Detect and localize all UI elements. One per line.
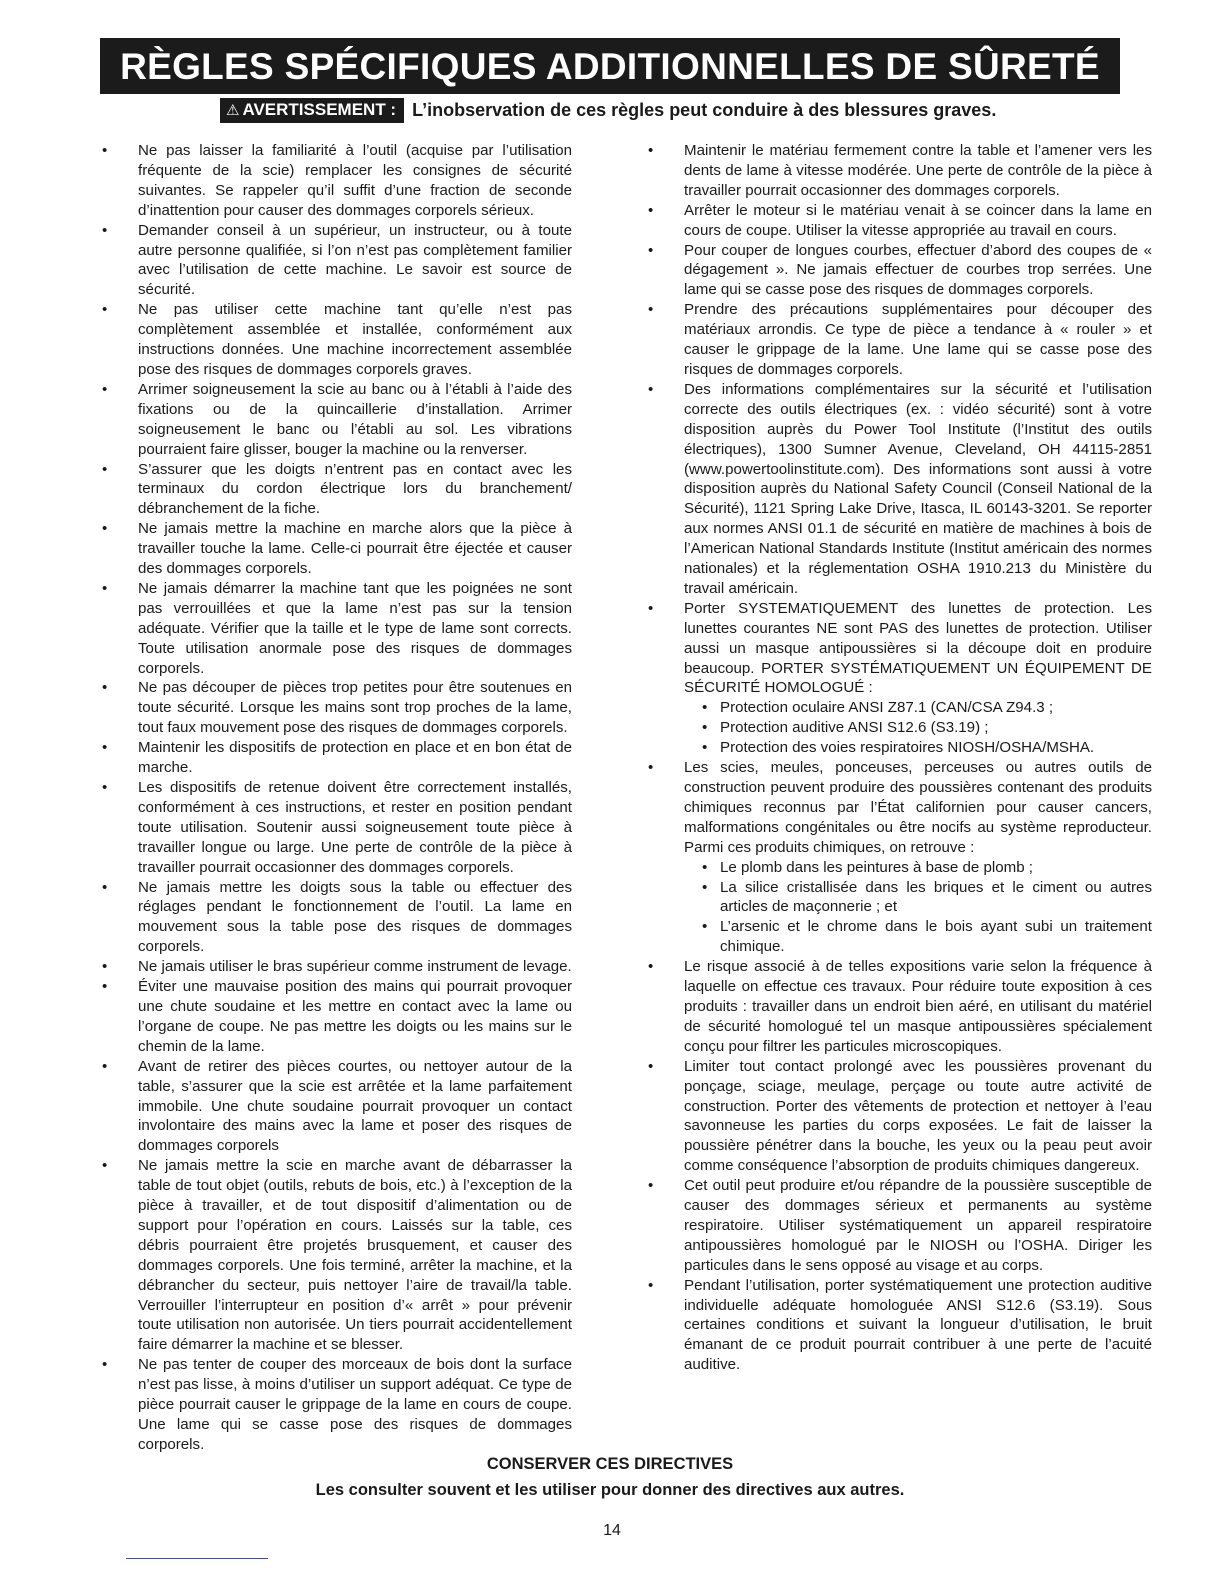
bottom-link-rule	[126, 1558, 268, 1559]
sub-list-item: • L’arsenic et le chrome dans le bois ayant subi un traitement chimique.	[684, 917, 1152, 957]
list-item: • Pour couper de longues courbes, effectuer d’abord des coupes de « dégagement ». Ne jamais effectuer de courbes trop serrées. Une lame qui se casse pose des risques de dommages corporels.	[648, 241, 1152, 301]
keep-directives-heading: CONSERVER CES DIRECTIVES	[486, 1455, 734, 1473]
warning-triangle-icon: ⚠	[226, 101, 240, 119]
page-title: RÈGLES SPÉCIFIQUES ADDITIONNELLES DE SÛRETÉ	[120, 46, 1100, 87]
warning-text: L’inobservation de ces règles peut conduire à des blessures graves.	[412, 99, 997, 120]
warning-label: AVERTISSEMENT :	[242, 99, 397, 119]
sub-list-item: • Protection des voies respiratoires NIOSH/OSHA/MSHA.	[684, 738, 1152, 758]
list-item: • Limiter tout contact prolongé avec les poussières provenant du ponçage, sciage, meulage, perçage ou toute autre activité de construction. Porter des vêtements de protection et nettoyer à l’eau savonneuse les parties du corps exposées. Le fait de laisser la poussière pénétrer dans la bouche, les yeux ou la peau peut avoir comme conséquence l’absorption de produits chimiques dangereux.	[648, 1057, 1152, 1176]
list-item: • Maintenir le matériau fermement contre la table et l’amener vers les dents de lame à vitesse modérée. Une perte de contrôle de la pièce à travailler pourrait occasionner des dommages corporels.	[648, 141, 1152, 201]
list-item: • Ne pas laisser la familiarité à l’outil (acquise par l’utilisation fréquente de la scie) remplacer les consignes de sécurité suivantes. Se rappeler qu’il suffit d’une fraction de seconde d’inattention pour causer des dommages corporels sérieux.	[102, 141, 572, 221]
sub-list-item: • Protection auditive ANSI S12.6 (S3.19) ;	[684, 718, 1152, 738]
list-item-dust	[648, 758, 1152, 957]
title-bar	[100, 38, 1120, 94]
list-item: • Ne jamais mettre les doigts sous la table ou effectuer des réglages pendant le fonctionnement de l’outil. La lame en mouvement sous la table pose des risques de dommages corporels.	[102, 878, 572, 958]
list-item: • Des informations complémentaires sur la sécurité et l’utilisation correcte des outils électriques (ex. : vidéo sécurité) sont à votre disposition auprès du Power Tool Institute (l’Institut des outils électriques), 1300 Sumner Avenue, Cleveland, OH 44115-2851 (www.powertoolinstitute.com). Des informations sont aussi à votre disposition auprès du National Safety Council (Conseil National de la Sécurité), 1121 Spring Lake Drive, Itasca, IL 60143-3201. Se reporter aux normes ANSI 01.1 de sécurité en matière de machines à bois de l’American National Standards Institute (Institut américain des normes nationales) et la réglementation OSHA 1910.213 du Ministère du travail américain.	[648, 380, 1152, 599]
right-column	[648, 141, 1152, 1375]
list-item: • Ne pas tenter de couper des morceaux de bois dont la surface n’est pas lisse, à moins d’utiliser un support adéquat. Ce type de pièce pourrait causer le grippage de la lame en cours de coupe. Une lame qui se casse pose des risques de dommages corporels.	[102, 1355, 572, 1455]
list-item: • Ne jamais démarrer la machine tant que les poignées ne sont pas verrouillées et que la lame n’est pas sur la tension adéquate. Vérifier que la taille et le type de lame sont corrects. Toute utilisation anormale pose des risques de dommages corporels.	[102, 579, 572, 679]
warning-badge	[220, 98, 404, 123]
warning-line	[220, 97, 1120, 123]
sub-list-item: • Protection oculaire ANSI Z87.1 (CAN/CSA Z94.3 ;	[684, 698, 1152, 718]
list-item-protection	[648, 599, 1152, 758]
list-item: • Maintenir les dispositifs de protection en place et en bon état de marche.	[102, 738, 572, 778]
right-rules-list	[648, 141, 1152, 1375]
list-item: • Les dispositifs de retenue doivent être correctement installés, conformément à ces instructions, et rester en position pendant toute utilisation. Soutenir aussi soigneusement toute pièce à travailler longue ou large. Une perte de contrôle de la pièce à travailler pourrait occasionner des dommages corporels.	[102, 778, 572, 878]
list-item: • Arrêter le moteur si le matériau venait à se coincer dans la lame en cours de coupe. Utiliser la vitesse appropriée au travail en cours.	[648, 201, 1152, 241]
list-item: • Ne jamais mettre la scie en marche avant de débarrasser la table de tout objet (outils, rebuts de bois, etc.) à l’exception de la pièce à travailler, et de tout dispositif d’alimentation ou de support pour l’opération en cours. Laissés sur la table, ces débris pourraient être projetés brusquement, et causer des dommages corporels. Une fois terminé, arrêter la machine, et la débrancher du secteur, puis nettoyer l’aire de travail/la table. Verrouiller l’interrupteur en position d’« arrêt » pour prévenir toute utilisation non autorisée. Un tiers pourrait accidentellement faire démarrer la machine et se blesser.	[102, 1156, 572, 1355]
list-item: • Éviter une mauvaise position des mains qui pourrait provoquer une chute soudaine et les mettre en contact avec la lame ou l’organe de coupe. Ne pas mettre les doigts ou les mains sur le chemin de la lame.	[102, 977, 572, 1057]
list-item: • Pendant l’utilisation, porter systématiquement une protection auditive individuelle adéquate homologuée ANSI S12.6 (S3.19). Sous certaines conditions et suivant la longueur d’utilisation, le bruit émanant de ce produit pourrait contribuer à une perte de l’acuité auditive.	[648, 1276, 1152, 1376]
list-item: • Ne pas découper de pièces trop petites pour être soutenues en toute sécurité. Lorsque les mains sont trop proches de la lame, tout faux mouvement pose des risques de dommages corporels.	[102, 678, 572, 738]
sub-list-item: • Le plomb dans les peintures à base de plomb ;	[684, 858, 1152, 878]
dust-text: Les scies, meules, ponceuses, perceuses ou autres outils de construction peuvent produire des poussières contenant des produits chimiques reconnus par l’État californien pour causer cancers, malformations congénitales ou être nocifs au système reproducteur. Parmi ces produits chimiques, on retrouve :	[684, 759, 1152, 856]
consult-directives-text: Les consulter souvent et les utiliser pour donner des directives aux autres.	[315, 1481, 905, 1499]
list-item: • Ne jamais mettre la machine en marche alors que la pièce à travailler touche la lame. Celle-ci pourrait être éjectée et causer des dommages corporels.	[102, 519, 572, 579]
list-item: • Demander conseil à un supérieur, un instructeur, ou à toute autre personne qualifiée, si l’on n’est pas complètement familier avec l’utilisation de cette machine. Le savoir est source de sécurité.	[102, 221, 572, 301]
dust-sublist	[684, 858, 1152, 958]
protection-text: Porter SYSTEMATIQUEMENT des lunettes de protection. Les lunettes courantes NE sont PAS des lunettes de protection. Utiliser aussi un masque antipoussières si la découpe doit en produire beaucoup. PORTER SYSTÉMATIQUEMENT UN ÉQUIPEMENT DE SÉCURITÉ HOMOLOGUÉ :	[684, 599, 1152, 697]
list-item: • Ne pas utiliser cette machine tant qu’elle n’est pas complètement assemblée et installée, conformément aux instructions données. Une machine incorrectement assemblée pose des risques de dommages corporels graves.	[102, 300, 572, 380]
left-rules-list	[102, 141, 572, 1455]
list-item: • S’assurer que les doigts n’entrent pas en contact avec les terminaux du cordon électrique lors du branchement/ débranchement de la fiche.	[102, 460, 572, 520]
page-number: 14	[603, 1522, 621, 1539]
left-column	[102, 141, 572, 1455]
list-item: • Avant de retirer des pièces courtes, ou nettoyer autour de la table, s’assurer que la scie est arrêtée et la lame parfaitement immobile. Une chute soudaine pourrait provoquer un contact involontaire des mains avec la lame et poser des risques de dommages corporels	[102, 1057, 572, 1157]
list-item: • Le risque associé à de telles expositions varie selon la fréquence à laquelle on effectue ces travaux. Pour réduire toute exposition à ces produits : travailler dans un endroit bien aéré, en utilisant du matériel de sécurité homologué tel un masque antipoussières spécialement conçu pour filtrer les particules microscopiques.	[648, 957, 1152, 1057]
list-item: • Arrimer soigneusement la scie au banc ou à l’établi à l’aide des fixations ou de la quincaillerie d’installation. Arrimer soigneusement le banc ou l’établi au sol. Les vibrations pourraient faire glisser, bouger la machine ou la renverser.	[102, 380, 572, 460]
list-item: • Cet outil peut produire et/ou répandre de la poussière susceptible de causer des dommages sérieux et permanents au système respiratoire. Utiliser systématiquement un appareil respiratoire antipoussières homologué par le NIOSH ou l’OSHA. Diriger les particules dans le sens opposé au visage et au corps.	[648, 1176, 1152, 1276]
protection-sublist	[684, 698, 1152, 758]
list-item: • Prendre des précautions supplémentaires pour découper des matériaux arrondis. Ce type de pièce a tendance à « rouler » et causer le grippage de la lame. Une lame qui se casse pose des risques de dommages corporels.	[648, 300, 1152, 380]
list-item: • Ne jamais utiliser le bras supérieur comme instrument de levage.	[102, 957, 572, 977]
sub-list-item: • La silice cristallisée dans les briques et le ciment ou autres articles de maçonnerie ; et	[684, 878, 1152, 918]
